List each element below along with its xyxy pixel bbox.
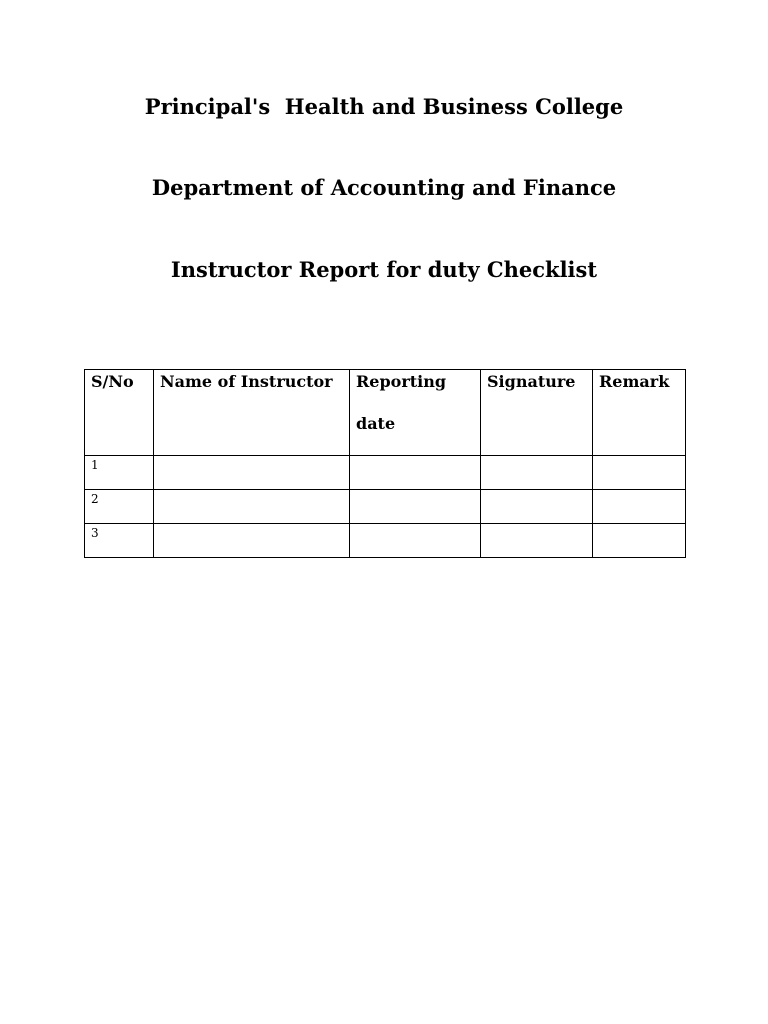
cell-name[interactable] [154, 456, 350, 490]
cell-sno: 1 [85, 456, 154, 490]
cell-signature[interactable] [481, 524, 593, 558]
table-row [85, 490, 686, 524]
cell-signature[interactable] [481, 456, 593, 490]
table-row [85, 524, 686, 558]
cell-sno: 2 [85, 490, 154, 524]
cell-remark[interactable] [593, 490, 686, 524]
cell-sno: 3 [85, 524, 154, 558]
department-title: Department of Accounting and Finance [151, 175, 617, 200]
cell-remark[interactable] [593, 524, 686, 558]
cell-name[interactable] [154, 490, 350, 524]
table-row [85, 456, 686, 490]
cell-reporting-date[interactable] [350, 490, 481, 524]
cell-remark[interactable] [593, 456, 686, 490]
header-reporting-date [350, 370, 481, 456]
cell-signature[interactable] [481, 490, 593, 524]
table-header-row [85, 370, 686, 456]
header-signature: Signature [481, 370, 593, 456]
cell-name[interactable] [154, 524, 350, 558]
header-name-of-instructor: Name of Instructor [154, 370, 350, 456]
cell-reporting-date[interactable] [350, 524, 481, 558]
checklist-table [84, 369, 686, 558]
header-remark: Remark [593, 370, 686, 456]
header-reporting-line2: date [356, 414, 396, 433]
cell-reporting-date[interactable] [350, 456, 481, 490]
report-title: Instructor Report for duty Checklist [170, 257, 598, 282]
header-sno: S/No [85, 370, 154, 456]
header-reporting-line1: Reporting [356, 372, 447, 391]
college-title: Principal's Health and Business College [144, 94, 624, 119]
